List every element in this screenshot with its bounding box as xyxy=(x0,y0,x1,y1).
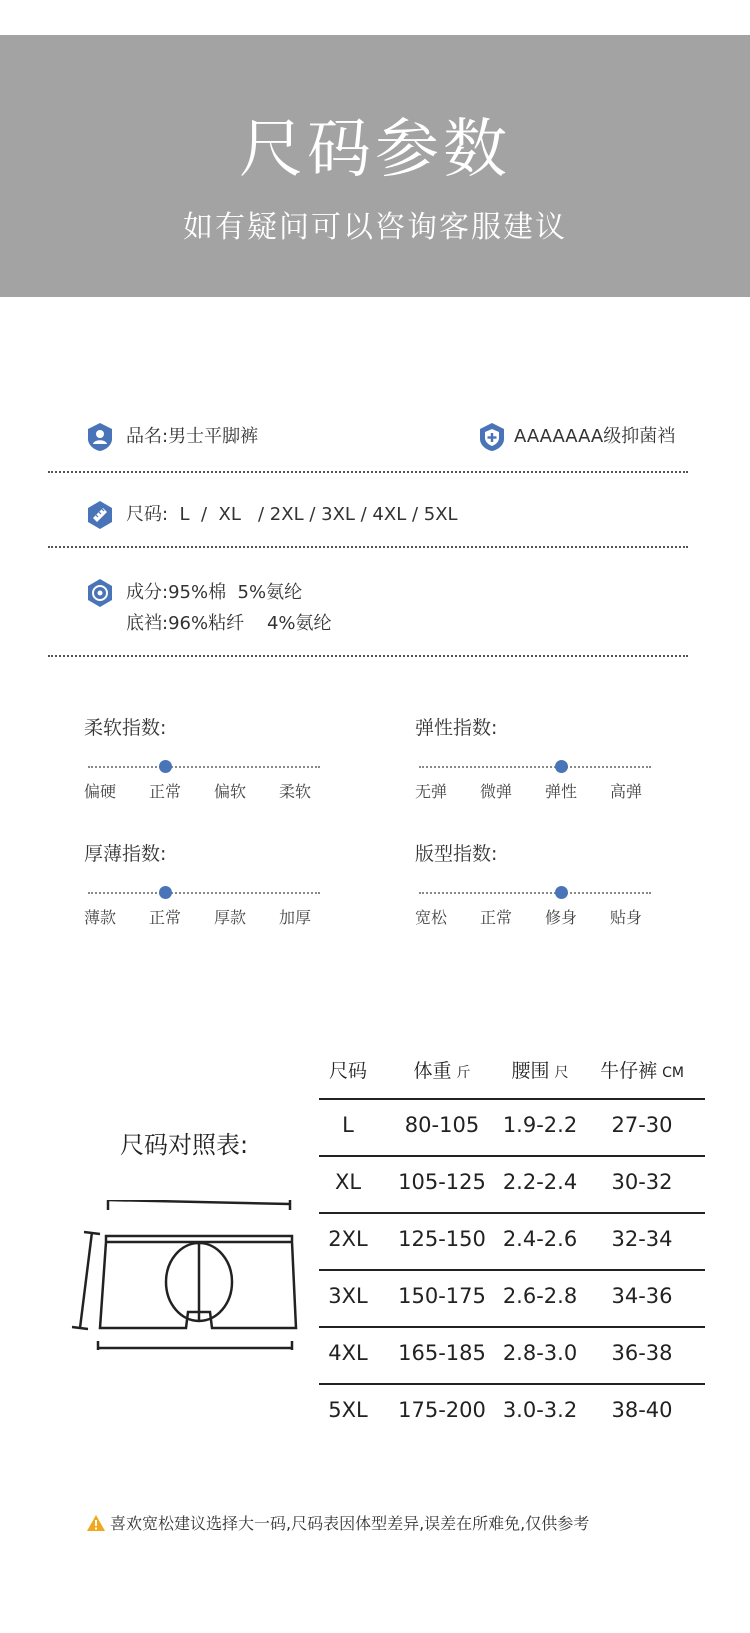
warning-icon xyxy=(86,1514,106,1532)
table-cell: 165-185 xyxy=(398,1341,486,1365)
table-cell: 80-105 xyxy=(404,1113,480,1137)
table-cell: 5XL xyxy=(328,1398,368,1422)
table-cell: 32-34 xyxy=(611,1227,673,1251)
elasticity-option: 弹性 xyxy=(545,782,578,801)
fit-option: 贴身 xyxy=(610,908,643,927)
elasticity-scale-marker xyxy=(555,760,568,773)
column-header-unit: 斤 xyxy=(456,1065,471,1081)
thickness-option: 加厚 xyxy=(279,908,312,927)
softness-option: 偏硬 xyxy=(84,782,117,801)
softness-scale-track xyxy=(88,766,320,768)
thickness-scale-track xyxy=(88,892,320,894)
table-row-divider xyxy=(319,1269,705,1271)
table-cell: 2.8-3.0 xyxy=(502,1341,578,1365)
table-cell: 150-175 xyxy=(398,1284,486,1308)
fit-option: 修身 xyxy=(545,908,578,927)
table-cell: 175-200 xyxy=(398,1398,486,1422)
table-cell: 34-36 xyxy=(611,1284,673,1308)
table-row-divider xyxy=(319,1383,705,1385)
fit-option: 宽松 xyxy=(415,908,448,927)
column-header-label: 体重 xyxy=(413,1060,452,1082)
user-shield-icon xyxy=(86,422,114,452)
elasticity-index-title: 弹性指数: xyxy=(415,717,498,739)
elasticity-option: 高弹 xyxy=(610,782,643,801)
column-header-label: 牛仔裤 xyxy=(600,1060,658,1082)
table-cell: 27-30 xyxy=(611,1113,673,1137)
gusset-composition: 底裆:96%粘纤 4%氨纶 xyxy=(126,613,332,634)
column-header-label: 尺码 xyxy=(328,1060,367,1082)
column-header xyxy=(582,1058,702,1086)
divider xyxy=(48,546,688,548)
softness-option: 正常 xyxy=(149,782,182,801)
thickness-scale-marker xyxy=(159,886,172,899)
size-notice xyxy=(86,1513,589,1535)
table-cell: 2.6-2.8 xyxy=(502,1284,578,1308)
table-cell: 30-32 xyxy=(611,1170,673,1194)
table-cell: 3.0-3.2 xyxy=(502,1398,578,1422)
divider xyxy=(48,655,688,657)
softness-option: 柔软 xyxy=(279,782,312,801)
table-cell: 2.2-2.4 xyxy=(502,1170,578,1194)
size-options: 尺码: L / XL / 2XL / 3XL / 4XL / 5XL xyxy=(126,504,458,525)
table-cell: 125-150 xyxy=(398,1227,486,1251)
fabric-icon xyxy=(86,578,114,608)
table-cell: 2XL xyxy=(328,1227,368,1251)
fit-scale-marker xyxy=(555,886,568,899)
column-header-unit: 尺 xyxy=(554,1065,569,1081)
fit-option: 正常 xyxy=(480,908,513,927)
boxer-brief-diagram xyxy=(60,1200,300,1350)
table-row-divider xyxy=(319,1155,705,1157)
column-header-unit: CM xyxy=(662,1065,684,1081)
table-header-line xyxy=(319,1098,705,1100)
antibacterial-shield-icon xyxy=(478,422,506,452)
ruler-icon xyxy=(86,500,114,530)
fit-scale-track xyxy=(419,892,651,894)
elasticity-option: 微弹 xyxy=(480,782,513,801)
table-cell: 2.4-2.6 xyxy=(502,1227,578,1251)
thickness-option: 薄款 xyxy=(84,908,117,927)
table-cell: L xyxy=(342,1113,354,1137)
table-cell: XL xyxy=(334,1170,362,1194)
table-row-divider xyxy=(319,1212,705,1214)
page-subtitle: 如有疑问可以咨询客服建议 xyxy=(183,210,567,245)
product-name: 品名:男士平脚裤 xyxy=(126,426,259,447)
thickness-option: 厚款 xyxy=(214,908,247,927)
elasticity-scale-track xyxy=(419,766,651,768)
table-cell: 105-125 xyxy=(398,1170,486,1194)
composition: 成分:95%棉 5%氨纶 xyxy=(126,582,303,603)
fit-index-title: 版型指数: xyxy=(415,843,498,865)
softness-scale-marker xyxy=(159,760,172,773)
table-cell: 4XL xyxy=(328,1341,368,1365)
column-header-label: 腰围 xyxy=(511,1060,550,1082)
antibacterial-feature: AAAAAAA级抑菌裆 xyxy=(514,426,676,447)
table-cell: 38-40 xyxy=(611,1398,673,1422)
notice-text: 喜欢宽松建议选择大一码,尺码表因体型差异,误差在所难免,仅供参考 xyxy=(110,1514,590,1533)
table-row-divider xyxy=(319,1326,705,1328)
softness-option: 偏软 xyxy=(214,782,247,801)
divider xyxy=(48,471,688,473)
size-chart-title: 尺码对照表: xyxy=(120,1131,249,1159)
thickness-index-title: 厚薄指数: xyxy=(84,843,167,865)
thickness-option: 正常 xyxy=(149,908,182,927)
softness-index-title: 柔软指数: xyxy=(84,717,167,739)
table-cell: 1.9-2.2 xyxy=(502,1113,578,1137)
table-cell: 36-38 xyxy=(611,1341,673,1365)
page-title: 尺码参数 xyxy=(239,113,511,187)
table-cell: 3XL xyxy=(328,1284,368,1308)
elasticity-option: 无弹 xyxy=(415,782,448,801)
